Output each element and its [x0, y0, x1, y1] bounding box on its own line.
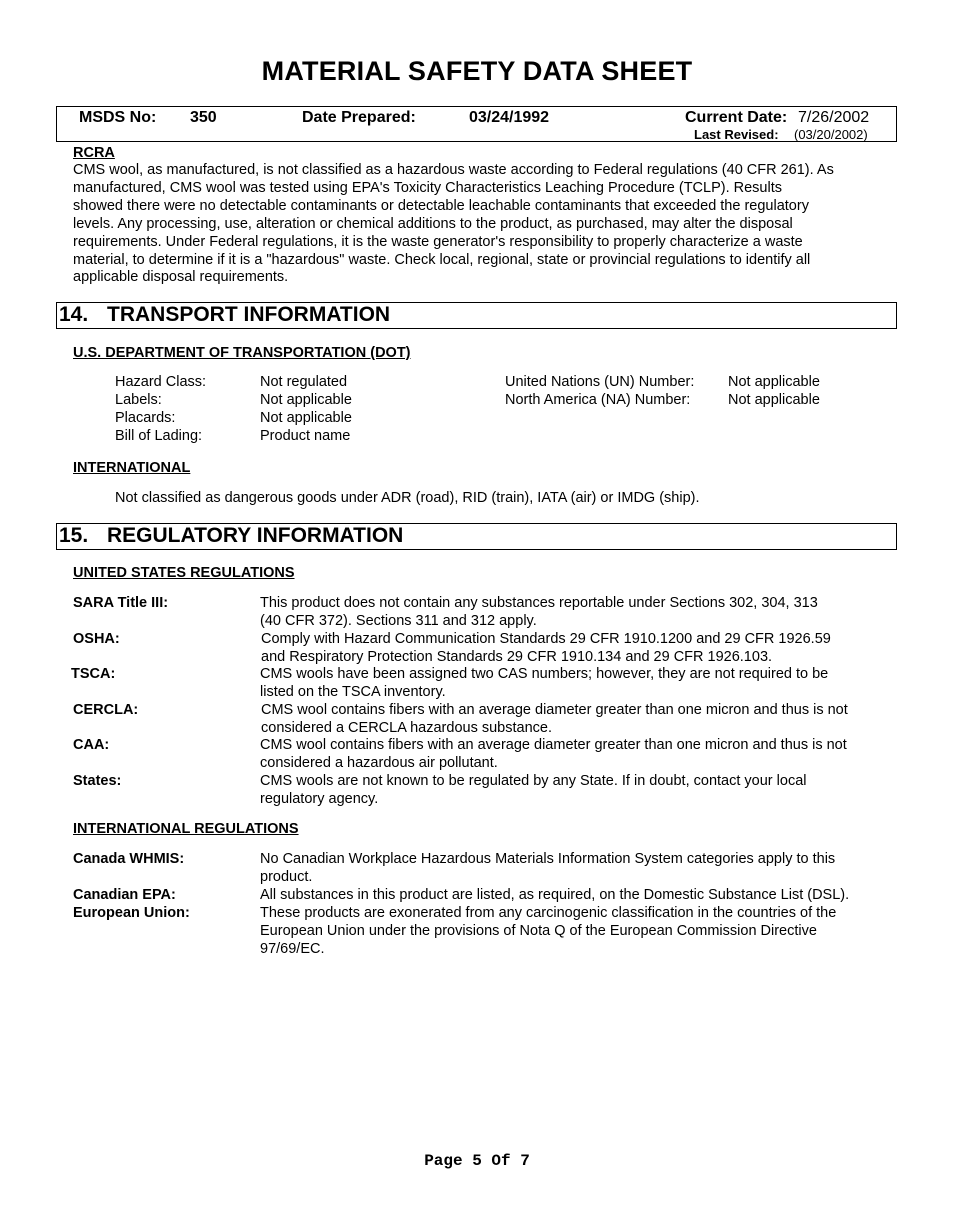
labels-label: Labels:	[115, 391, 162, 408]
section-14-title: TRANSPORT INFORMATION	[107, 303, 391, 326]
international-text: Not classified as dangerous goods under ADR (road), RID (train), IATA (air) or IMDG (ship).	[115, 490, 700, 506]
dot-left-values	[260, 374, 352, 446]
hazard-class-value: Not regulated	[260, 374, 348, 390]
section-14-number: 14.	[59, 303, 89, 326]
caa-line: CMS wool contains fibers with an average diameter greater than one micron and thus is not	[260, 737, 847, 753]
sara-text	[260, 595, 818, 631]
sara-line: This product does not contain any substances reportable under Sections 302, 304, 313	[260, 595, 818, 611]
current-date-label: Current Date:	[685, 109, 788, 126]
cercla-text	[261, 702, 848, 738]
placards-value: Not applicable	[260, 409, 352, 426]
tsca-text	[260, 666, 828, 702]
current-date-value: 7/26/2002	[798, 109, 870, 126]
dot-heading: U.S. DEPARTMENT OF TRANSPORTATION (DOT)	[73, 345, 411, 361]
rcra-heading: RCRA	[73, 145, 115, 161]
canada-whmis-text	[260, 851, 835, 887]
rcra-line: material, to determine if it is a "hazardous" waste. Check local, regional, state or provincial regulations to identify all	[73, 251, 811, 268]
cercla-line: considered a CERCLA hazardous substance.	[261, 719, 552, 736]
tsca-line: listed on the TSCA inventory.	[260, 683, 446, 700]
international-heading: INTERNATIONAL	[73, 460, 191, 476]
section-15-title: REGULATORY INFORMATION	[107, 524, 404, 547]
european-union-label: European Union:	[73, 905, 190, 921]
section-14-header	[56, 302, 897, 329]
cercla-label: CERCLA:	[73, 702, 139, 718]
msds-no-value: 350	[190, 109, 217, 126]
us-regulations-heading: UNITED STATES REGULATIONS	[73, 565, 295, 581]
canada-whmis-line: product.	[260, 868, 313, 885]
canada-whmis-label: Canada WHMIS:	[73, 851, 185, 867]
date-prepared-value: 03/24/1992	[469, 109, 550, 126]
states-line: regulatory agency.	[260, 790, 379, 807]
section-15-number: 15.	[59, 524, 89, 547]
european-union-text	[260, 905, 836, 959]
bill-of-lading-value: Product name	[260, 427, 351, 444]
last-revised-label: Last Revised:	[694, 127, 779, 142]
tsca-label: TSCA:	[71, 666, 116, 682]
canadian-epa-line: All substances in this product are listed, as required, on the Domestic Substance List (DSL).	[260, 887, 850, 903]
cercla-line: CMS wool contains fibers with an average diameter greater than one micron and thus is not	[261, 702, 848, 718]
canadian-epa-text	[260, 887, 849, 905]
caa-line: considered a hazardous air pollutant.	[260, 754, 498, 771]
labels-value: Not applicable	[260, 391, 352, 408]
page-number: Page 5 Of 7	[424, 1152, 530, 1170]
na-number-value: Not applicable	[728, 391, 820, 408]
document-title: MATERIAL SAFETY DATA SHEET	[261, 56, 693, 86]
na-number-label: North America (NA) Number:	[505, 391, 691, 408]
hazard-class-label: Hazard Class:	[115, 374, 207, 390]
msds-no-label: MSDS No:	[79, 109, 157, 126]
states-label: States:	[73, 773, 122, 789]
osha-text	[261, 631, 831, 667]
un-number-label: United Nations (UN) Number:	[505, 374, 695, 390]
placards-label: Placards:	[115, 409, 176, 426]
rcra-line: requirements. Under Federal regulations, it is the waste generator's responsibility to properly characterize a waste	[73, 233, 803, 250]
tsca-line: CMS wools have been assigned two CAS numbers; however, they are not required to be	[260, 666, 829, 682]
european-union-line: These products are exonerated from any carcinogenic classification in the countries of the	[260, 905, 837, 921]
osha-line: Comply with Hazard Communication Standards 29 CFR 1910.1200 and 29 CFR 1926.59	[261, 631, 831, 647]
caa-label: CAA:	[73, 737, 110, 753]
section-15-header	[56, 523, 897, 550]
states-text	[260, 773, 806, 809]
rcra-line: manufactured, CMS wool was tested using EPA's Toxicity Characteristics Leaching Procedure (TCLP). Results	[73, 179, 782, 196]
sara-line: (40 CFR 372). Sections 311 and 312 apply.	[260, 612, 537, 629]
rcra-paragraph	[73, 162, 834, 287]
rcra-line: levels. Any processing, use, alteration or chemical additions to the product, as purchased, may alter the disposal	[73, 215, 793, 232]
date-prepared-label: Date Prepared:	[302, 109, 416, 126]
last-revised-value: (03/20/2002)	[794, 127, 868, 142]
dot-right-values	[728, 374, 820, 410]
osha-line: and Respiratory Protection Standards 29 CFR 1910.134 and 29 CFR 1926.103.	[261, 648, 773, 665]
states-line: CMS wools are not known to be regulated by any State. If in doubt, contact your local	[260, 773, 807, 789]
european-union-line: 97/69/EC.	[260, 940, 325, 957]
caa-text	[260, 737, 847, 773]
dot-right-labels	[505, 374, 694, 410]
canadian-epa-label: Canadian EPA:	[73, 887, 176, 903]
european-union-line: European Union under the provisions of Nota Q of the European Commission Directive	[260, 922, 817, 939]
rcra-line: showed there were no detectable contaminants or detectable leachable contaminants that exceeded the regulatory	[73, 197, 809, 214]
osha-label: OSHA:	[73, 631, 120, 647]
document-header-box	[56, 106, 897, 142]
canada-whmis-line: No Canadian Workplace Hazardous Materials Information System categories apply to this	[260, 851, 836, 867]
international-regulations-heading: INTERNATIONAL REGULATIONS	[73, 821, 299, 837]
un-number-value: Not applicable	[728, 374, 820, 390]
dot-left-labels	[115, 374, 206, 446]
bill-of-lading-label: Bill of Lading:	[115, 427, 203, 444]
rcra-line: CMS wool, as manufactured, is not classified as a hazardous waste according to Federal regulations (40 CFR 261). As	[73, 162, 834, 178]
sara-label: SARA Title III:	[73, 595, 169, 611]
rcra-line: applicable disposal requirements.	[73, 269, 289, 286]
